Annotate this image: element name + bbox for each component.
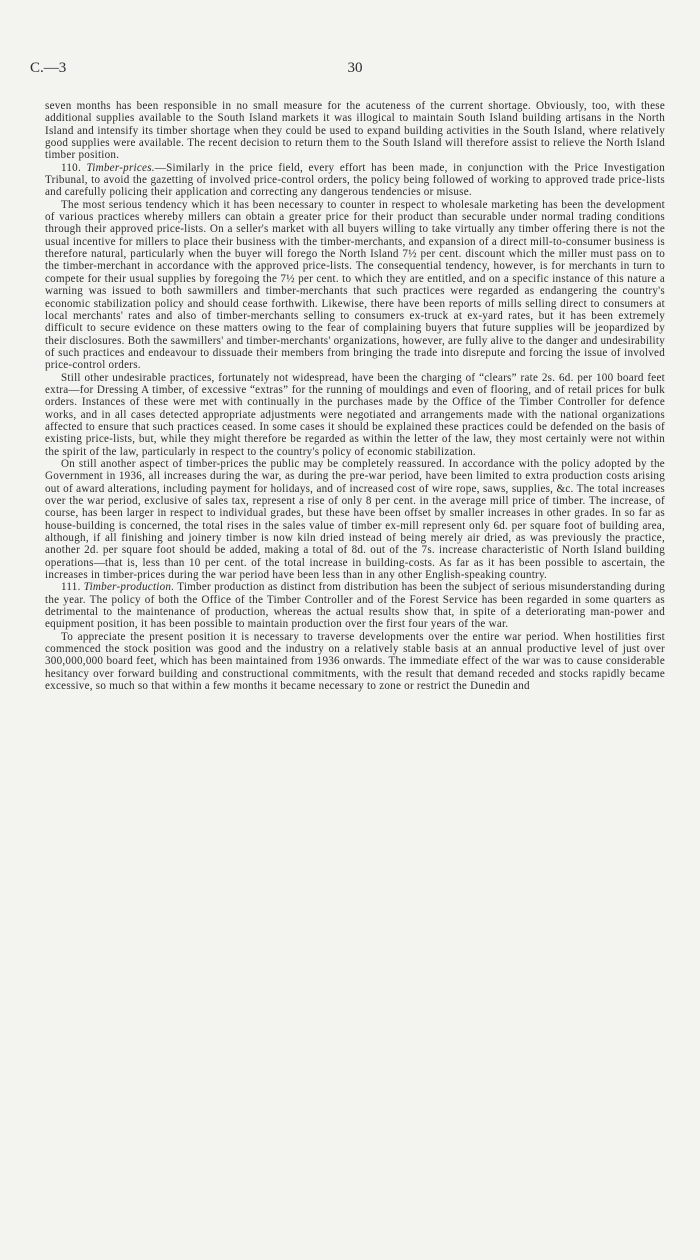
paragraph-text: On still another aspect of timber-prices the public may be completely reassured. In accordance with the policy adopted by the Government in 1936, all increases during the war, as during the pre-war period, have been limited to extra production costs arising out of award alterations, including payment for holidays, and of increased cost of wire rope, saws, supplies, &c. The total increases over the war period, exclusive of sales tax, represent a rise of only 8 per cent. in the average mill price of timber. The increase, of course, has been larger in respect to individual grades, but these have been offset by smaller increases in other grades. In so far as house-building is concerned, the total rises in the sales value of timber ex-mill represent only 6d. per square foot of building area, although, if all finishing and joinery timber is now kiln dried instead of being merely air dried, as was previously the practice, another 2d. per square foot should be added, making a total of 8d. out of the 7s. increase characteristic of North Island building operations—that is, less than 10 per cent. of the total increase in building-costs. As far as it has been possible to ascertain, the increases in timber-prices during the war period have been less than in any other English-speaking country. (45, 457, 665, 582)
paragraph-text: The most serious tendency which it has been necessary to counter in respect to wholesale marketing has been the development of various practices whereby millers can obtain a greater price for their product than securable under normal trading conditions through their approved price-lists. On a seller's market with all buyers willing to take virtually any timber offering there is not the usual incentive for millers to place their business with the timber-merchants, and expansion of a direct mill-to-consumer business is therefore natural, particularly when the buyer will forego the North Island 7½ per cent. discount which the miller must pass on to the timber-merchant in accordance with the approved price-lists. The consequential tendency, however, is for merchants in turn to compete for their usual supplies by foregoing the 7½ per cent. to which they are entitled, and on a specific instance of this nature a warning was issued to both sawmillers and timber-merchants that such practices were regarded as endangering the country's economic stabilization policy and should cease forthwith. Likewise, there have been reports of mills selling direct to consumers at local merchants' rates and also of timber-merchants selling to consumers ex-truck at ex-yard rates, but it has been extremely difficult to secure evidence on these matters owing to the fear of complaining buyers that future supplies will be jeopardized by their disclosures. Both the sawmillers' and timber-merchants' organizations, however, are fully alive to the danger and undesirability of such practices and endeavour to dissuade their members from bringing the trade into disrepute and forcing the issue of involved price-control orders. (45, 198, 665, 372)
paragraph-5 (45, 458, 665, 581)
paragraph-text: Timber production as distinct from distribution has been the subject of serious misunderstanding during the year. The policy of both the Office of the Timber Controller and of the Forest Service has been regarded in some quarters as detrimental to the maintenance of production, whereas the actual results show that, in spite of a deteriorating man-power and equipment position, it has been possible to maintain production over the first four years of the war. (45, 581, 665, 631)
page-number: 30 (347, 60, 363, 76)
section-number: 111. (61, 581, 81, 594)
section-number: 110. (61, 161, 82, 174)
paragraph-1 (45, 100, 665, 162)
paragraph-text: To appreciate the present position it is necessary to traverse developments over the entire war period. When hostilities first commenced the stock position was good and the industry on a relatively stable basis at an annual productive level of just over 300,000,000 board feet, which has been maintained from 1936 onwards. The immediate effect of the war was to cause considerable hesitancy over forward building and constructional commitments, with the result that demand receded and stocks rapidly became excessive, so much so that within a few months it became necessary to zone or restrict the Dunedin and (45, 630, 665, 693)
paragraph-2 (45, 162, 665, 199)
body-text (45, 100, 665, 693)
document-reference: C.—3 (30, 60, 67, 76)
section-heading: Timber-production. (83, 581, 175, 594)
paragraph-text: seven months has been responsible in no small measure for the acuteness of the current shortage. Obviously, too, with these additional supplies available to the South Island markets it was illogical to maintain South Island building artisans in the North Island and intensify its timber shortage when they could be used to expand building activities in the South Island, where relatively good supplies were available. The recent decision to return them to the South Island will therefore assist to relieve the North Island timber position. (45, 100, 665, 162)
paragraph-6 (45, 581, 665, 630)
page-header (30, 60, 680, 84)
paragraph-3 (45, 199, 665, 372)
paragraph-7 (45, 631, 665, 693)
paragraph-4 (45, 372, 665, 458)
section-heading: Timber-prices. (86, 161, 155, 174)
paragraph-text: —Similarly in the price field, every effort has been made, in conjunction with the Price Investigation Tribunal, to avoid the gazetting of involved price-control orders, the policy being followed of working to approved trade price-lists and carefully policing their application and correcting any dangerous tendencies or misuse. (45, 161, 665, 199)
paragraph-text: Still other undesirable practices, fortunately not widespread, have been the charging of “clears” rate 2s. 6d. per 100 board feet extra—for Dressing A timber, of excessive “extras” for the running of mouldings and even of flooring, and of retail prices for bulk orders. Instances of these were met with continually in the purchases made by the Office of the Timber Controller for defence works, and in all cases detected appropriate adjustments were negotiated and arrangements made with the national organizations affected to ensure that such practices ceased. In some cases it should be explained these practices could be defended on the basis of existing price-lists, but, while they might therefore be regarded as within the letter of the law, they most certainly were not within the spirit of the law, particularly in respect to the country's policy of economic stabilization. (45, 371, 665, 458)
document-page (30, 60, 680, 693)
